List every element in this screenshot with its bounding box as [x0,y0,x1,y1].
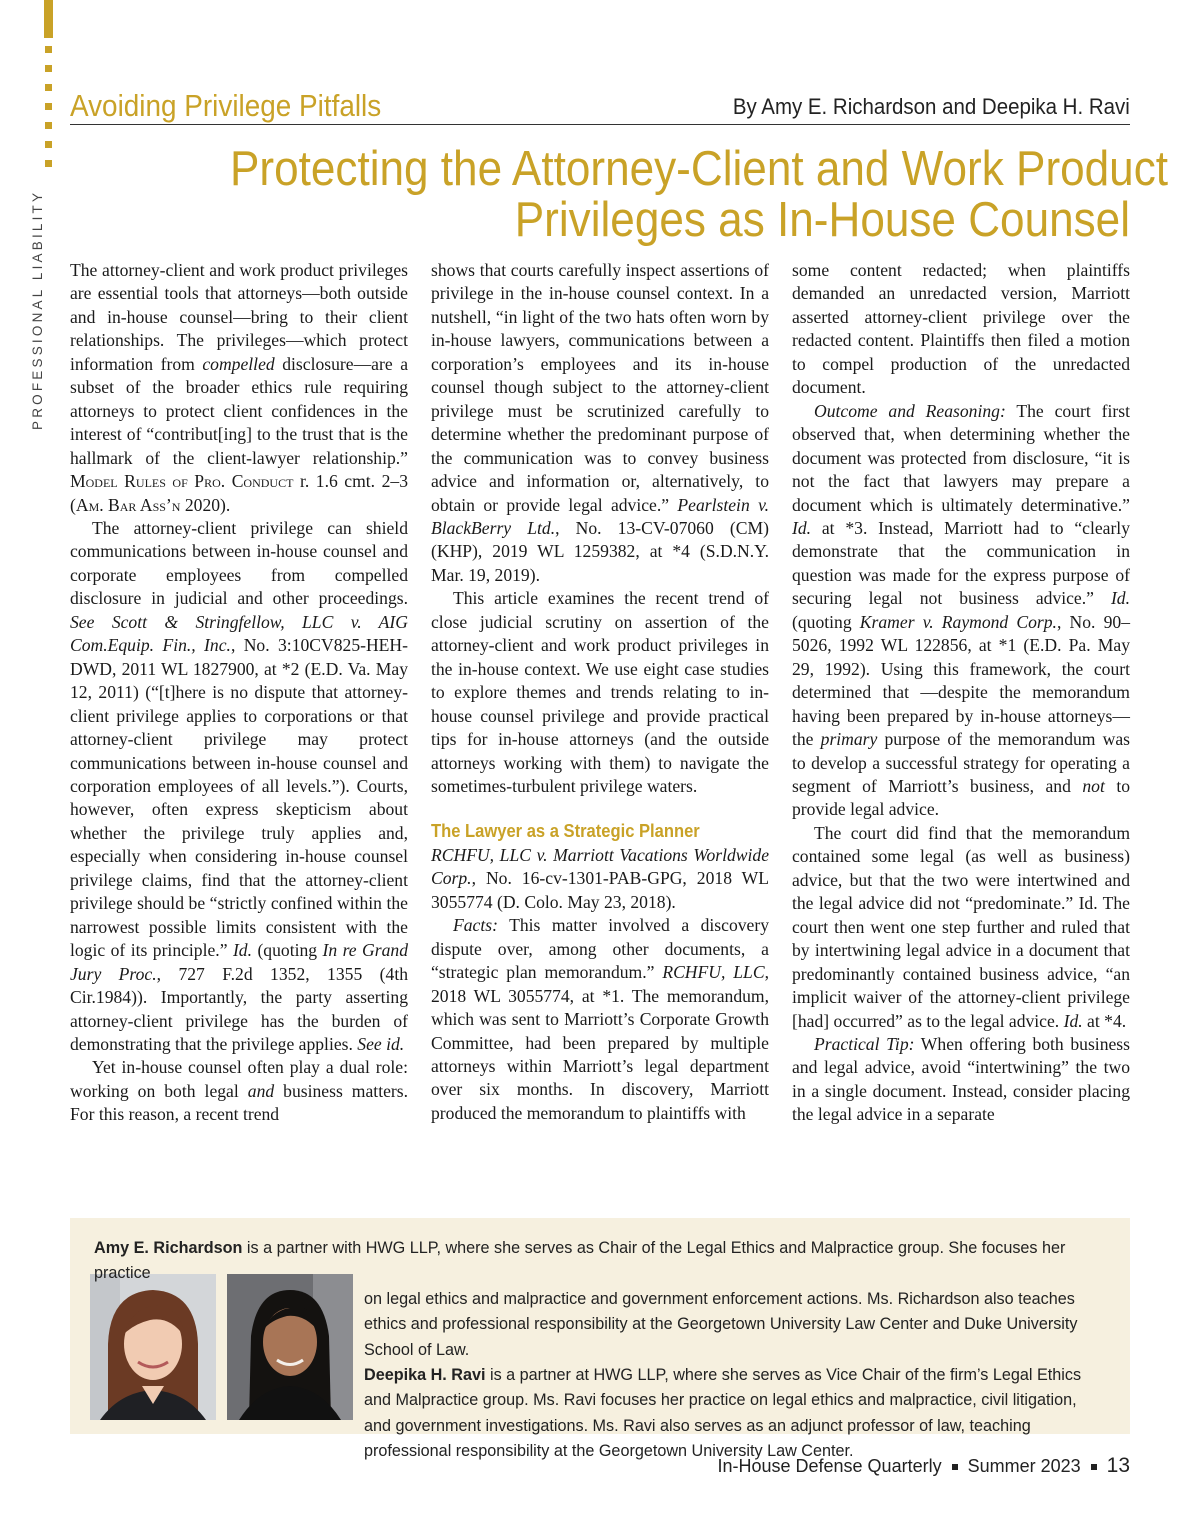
author-bio-box [70,1218,1130,1461]
separator [952,1464,958,1470]
page-footer [717,1454,1130,1478]
section-title: Avoiding Privilege Pitfalls [70,88,382,123]
text-column-2 [431,259,769,1125]
section-side-label: PROFESSIONAL LIABILITY [30,189,45,430]
article-title-line-2: Privileges as In-House Counsel [514,193,1130,247]
subheading: The Lawyer as a Strategic Planner [431,821,700,842]
text-column-3 [792,259,1130,1127]
paragraph: The attorney-client and work product privileges are essential tools that attorneys—both outside and in-house counsel—bring to their client relationships. The privileges—which protect information from compelled disclosure—are a subset of the broader ethics rule requiring attorneys to protect client confidences in the interest of “contribut[ing] to the trust that is the hallmark of the client-lawyer relationship.” Model Rules of Pro. Conduct r. 1.6 cmt. 2–3 (Am. Bar Ass’n 2020). [70,260,409,515]
paragraph: Facts: This matter involved a discovery dispute over, among other documents, a “strategic plan memorandum.” RCHFU, LLC, 2018 WL 3055774, at *1. The memorandum, which was sent to Marriott’s Corporate Growth Committee, had been prepared by multiple attorneys within Marriott’s legal department over six months. In discovery, Marriott produced the memorandum to plaintiffs with [431,915,769,1123]
bio-richardson-lead: Amy E. Richardson is a partner with HWG LLP, where she serves as Chair of the Legal Ethics and Malpractice group. She focuses her practice [94,1239,1066,1283]
author-bio-text [94,1236,1107,1465]
paragraph: Yet in-house counsel often play a dual role: working on both legal and business matters. For this reason, a recent trend [70,1057,408,1125]
paragraph: Outcome and Reasoning: The court first observed that, when determining whether the document was protected from disclosure, “it is not the fact that lawyers may prepare a document which is ultimately determinative.” Id. at *3. Instead, Marriott had to “clearly demonstrate that the communication in question was made for the express purpose of securing legal not business advice.” Id. (quoting Kramer v. Raymond Corp., No. 90–5026, 1992 WL 122856, at *1 (E.D. Pa. May 29, 1992). Using this framework, the court determined that —despite the memorandum having been prepared by in-house attorneys—the primary purpose of the memorandum was to develop a successful strategy for operating a segment of Marriott’s business, and not to provide legal advice. [792,400,1131,820]
paragraph: some content redacted; when plaintiffs demanded an unredacted version, Marriott asserted attorney-client privilege over the redacted content. Plaintiffs then filed a motion to compel production of the unredacted document. [792,260,1130,398]
paragraph: The attorney-client privilege can shield communications between in-house counsel and corporate employees from compelled disclosure in judicial and other proceedings. See Scott & Stringfellow, LLC v. AIG Com.Equip. Fin., Inc., No. 3:10CV825-HEH-DWD, 2011 WL 1827900, at *2 (E.D. Va. May 12, 2011) (“[t]here is no dispute that attorney-client privilege applies to corporations or that attorney-client privilege may protect communications between in-house counsel and corporation employees of all levels.”). Courts, however, often express skepticism about whether the privilege truly applies and, especially when considering in-house counsel privilege claims, find that the attorney-client privilege should be “strictly confined within the narrowest possible limits consistent with the logic of its principle.” Id. (quoting In re Grand Jury Proc., 727 F.2d 1352, 1355 (4th Cir.1984)). Importantly, the party asserting attorney-client privilege has the burden of demonstrating that the privilege applies. See id. [70,517,409,1054]
page-header [70,88,1130,125]
paragraph: Practical Tip: When offering both business and legal advice, avoid “intertwining” the two in a single document. Instead, consider placing the legal advice in a separate [792,1033,1130,1125]
text-column-1 [70,259,408,1127]
publication-name: In-House Defense Quarterly [717,1456,942,1476]
article-title [130,142,1169,247]
article-title-line-1: Protecting the Attorney-Client and Work Product [230,142,1169,196]
margin-accent-bar [44,0,53,38]
paragraph: shows that courts carefully inspect assertions of privilege in the in-house counsel context. In a nutshell, “in light of the two hats often worn by in-house lawyers, communications between a corporation’s employees and its in-house counsel though subject to the attorney-client privilege must be scrutinized carefully to determine whether the predominant purpose of the communication was to convey business advice and information or, alternatively, to obtain or provide legal advice.” Pearlstein v. BlackBerry Ltd., No. 13-CV-07060 (CM) (KHP), 2019 WL 1259382, at *4 (S.D.N.Y. Mar. 19, 2019). [431,260,770,585]
author-name-ravi: Deepika H. Ravi [364,1366,486,1385]
byline: By Amy E. Richardson and Deepika H. Ravi [733,94,1130,119]
separator [1091,1464,1097,1470]
margin-accent-dots [45,46,52,179]
paragraph: This article examines the recent trend of close judicial scrutiny on assertion of the attorney-client and work product privileges in the in-house context. We use eight case studies to explore themes and trends relating to in-house counsel privilege and provide practical tips for in-house attorneys (and the outside attorneys working with them) to navigate the sometimes-turbulent privilege waters. [431,588,769,796]
author-name-richardson: Amy E. Richardson [94,1239,243,1257]
bio-rest: on legal ethics and malpractice and government enforcement actions. Ms. Richardson also teaches ethics and professional responsibility at the Georgetown University Law Center and Duke University School of Law. Deepika H. Ravi is a partner at HWG LLP, where she serves as Vice Chair of the firm’s Legal Ethics and Malpractice group. Ms. Ravi focuses her practice on legal ethics and malpractice, civil litigation, and government investigations. Ms. Ravi also serves as an adjunct professor of law, teaching professional responsibility at the Georgetown University Law Center. [364,1289,1082,1461]
case-citation: RCHFU, LLC v. Marriott Vacations Worldwide Corp., No. 16-cv-1301-PAB-GPG, 2018 WL 3055774 (D. Colo. May 23, 2018). [431,844,769,912]
paragraph: The court did find that the memorandum contained some legal (as well as business) advice, but that the two were intertwined and the legal advice did not “predominate.” Id. The court then went one step further and ruled that by intertwining legal advice in a document that predominantly contained business advice, “an implicit waiver of the attorney-client privilege [had] occurred” as to the legal advice. Id. at *4. [792,822,1130,1031]
issue-date: Summer 2023 [967,1456,1081,1476]
page-number: 13 [1106,1454,1130,1477]
